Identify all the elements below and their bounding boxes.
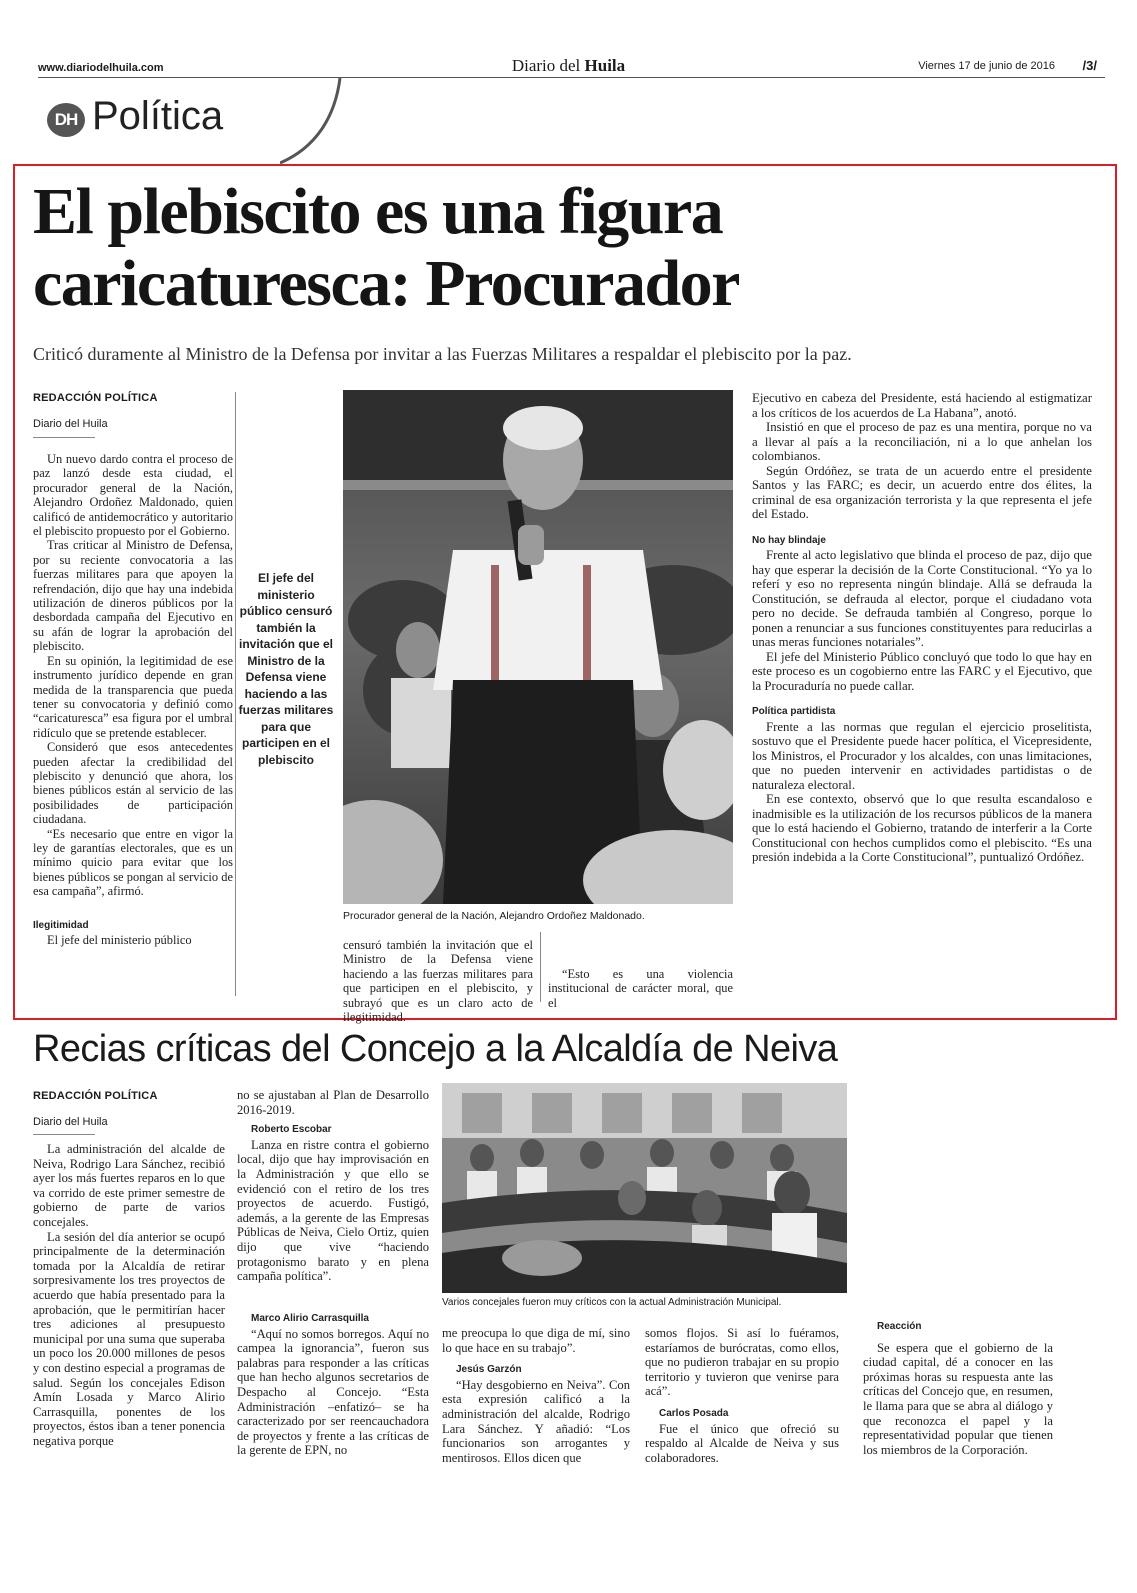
article1-byline: REDACCIÓN POLÍTICA [33, 392, 158, 404]
pull-quote: El jefe del ministerio público censuró también la invitación que el Ministro de la Defensa viene haciendo a las fuerzas militares para que participen en el plebiscito [238, 571, 334, 767]
paragraph: Ejecutivo en cabeza del Presidente, está haciendo al estigmatizar a los críticos de los acuerdos de La Habana”, anotó. [752, 391, 1092, 420]
paragraph: La administración del alcalde de Neiva, Rodrigo Lara Sánchez, recibió ayer los más fuertes reparos en lo que va corrido de este primer semestre de gobierno de parte de varios concejales. [33, 1142, 225, 1229]
subhead-politica-partidista: Política partidista [752, 706, 836, 717]
paragraph: Fue el único que ofreció su respaldo al Alcalde de Neiva y sus colaboradores. [645, 1421, 839, 1465]
column-divider [235, 392, 236, 996]
article1-dek: Criticó duramente al Ministro de la Defensa por invitar a las Fuerzas Militares a respaldar el plebiscito por la paz. [33, 344, 852, 364]
article1-headline: El plebiscito es una figura caricaturesca: Procurador [33, 175, 739, 320]
article1-credit: Diario del Huila [33, 418, 108, 430]
article1-under-right [548, 967, 733, 1010]
article2-byline: REDACCIÓN POLÍTICA [33, 1090, 158, 1102]
article2-credit: Diario del Huila [33, 1116, 108, 1128]
paragraph: Un nuevo dardo contra el proceso de paz lanzó desde esta ciudad, el procurador general de la Nación, Alejandro Ordoñez Maldonado, quien calificó de antidemocrático y autoritario el plebiscito propuesto por el Gobierno. [33, 452, 233, 539]
paragraph: Lanza en ristre contra el gobierno local, dijo que hay improvisación en la Administración y que ello se evidenció con el retiro de los tres proyectos de acuerdo. Fustigó, además, a la gerente de las Empresas Públicas de Neiva, Cielo Ortiz, quien dijo que vive “haciendo protagonismo barato y en plena campaña política”. [237, 1137, 429, 1284]
article2-headline: Recias críticas del Concejo a la Alcaldía de Neiva [33, 1028, 838, 1070]
subhead-roberto-escobar: Roberto Escobar [251, 1124, 332, 1136]
section-title: Política [92, 94, 224, 138]
paragraph: Tras criticar al Ministro de Defensa, por su reciente convocatoria a las fuerzas militares para que apoyen la refrendación, dijo que hay una indebida utilización de dineros públicos por la desbordada campaña del Ejecutivo en su afán de lograr la aprobación del plebiscito. [33, 538, 233, 654]
paragraph: En ese contexto, observó que lo que resulta escandaloso e inadmisible es la utilización de los recursos públicos de la manera que lo está haciendo el Gobierno, tratando de interferir a la Corte Constitucional con hechos cumplidos como el plebiscito. “Es una presión indebida a la Corte Constitucional”, puntualizó Ordóñez. [752, 792, 1092, 864]
subhead-carlos-posada: Carlos Posada [659, 1407, 729, 1419]
concejo-photo [442, 1083, 847, 1293]
article1-column-4 [752, 391, 1092, 865]
paragraph: “Es necesario que entre en vigor la ley de garantías electorales, que es un mínimo quicio para evitar que los bienes públicos se pongan al servicio de esa campaña”, afirmó. [33, 826, 233, 899]
swoosh-decoration [280, 78, 350, 168]
subhead-jesus-garzon: Jesús Garzón [456, 1364, 522, 1376]
subhead-ilegitimidad: Ilegitimidad [33, 919, 89, 931]
paragraph: no se ajustaban al Plan de Desarrollo 2016-2019. [237, 1088, 429, 1117]
paragraph: “Aquí no somos borregos. Aquí no campea la ignorancia”, fueron sus palabras para responder a las críticas que han hecho algunos secretarios de Despacho al Concejo. “Esta Administración –enfatizó– se ha caracterizado por ser reencauchadora de proyectos y frente a las críticas de la gerente de EPN, no [237, 1326, 429, 1458]
page-number: /3/ [1082, 58, 1097, 73]
paragraph: somos flojos. Si así lo fuéramos, estaríamos de burócratas, como ellos, que no pudieron trabajar en su propio territorio y tuvieron que venirse para acá”. [645, 1326, 839, 1399]
paragraph: Frente a las normas que regulan el ejercicio proselitista, sostuvo que el Presidente puede hacer política, el Vicepresidente, los Ministros, el Procurador y los alcaldes, con unas limitaciones, que no pueden intervenir en actividades partidistas o de naturaleza electoral. [752, 719, 1092, 792]
dh-logo: DH [47, 103, 85, 137]
paragraph: Consideró que esos antecedentes pueden afectar la credibilidad del plebiscito y denunció que ahora, los bienes públicos están al servicio de las posibilidades de participación ciudadana. [33, 740, 233, 827]
masthead-title-b: Huila [584, 56, 626, 75]
paragraph: “Hay desgobierno en Neiva”. Con esta expresión calificó a la administración del alcalde, Rodrigo Lara Sánchez. Y añadió: “Los funcionarios son arrogantes y mentirosos. Ellos dicen que [442, 1377, 630, 1465]
paragraph: Frente al acto legislativo que blinda el proceso de paz, dijo que hay que esperar la decisión de la Corte Constitucional. “Yo ya lo referí y eso no representa ningún blindaje. Allá se defrauda la Constitución, se defrauda al elector, porque el ciudadano vota pero no decide. Se defrauda también al Congreso, porque lo ponen a renunciar a sus funciones constituyentes para reducirlas a unas meras funciones notariales”. [752, 548, 1092, 649]
subhead-no-hay-blindaje: No hay blindaje [752, 534, 826, 546]
article1-column-1 [33, 452, 233, 947]
subhead-marco-alirio-carrasquilla: Marco Alirio Carrasquilla [251, 1313, 369, 1324]
masthead-url: www.diariodelhuila.com [38, 62, 164, 74]
paragraph: “Esto es una violencia institucional de carácter moral, que el [548, 967, 733, 1010]
procurador-photo [343, 390, 733, 904]
article2-column-2-top [237, 1088, 429, 1284]
article2-column-5 [863, 1320, 1053, 1457]
byline-rule [33, 1134, 95, 1135]
paragraph: El jefe del Ministerio Público concluyó que todo lo que hay en este proceso es un cogobierno entre las FARC y el Ejecutivo, que la Procuraduría no puede callar. [752, 649, 1092, 693]
subhead-reaccion: Reacción [877, 1321, 922, 1332]
article2-column-1 [33, 1142, 225, 1448]
paragraph: Se espera que el gobierno de la ciudad capital, dé a conocer en las próximas horas su respuesta ante las críticas del Concejo que, en resumen, le llama para que se abra al diálogo y que reconozca el papel y la representatividad popular que tienen los miembros de la Corporación. [863, 1340, 1053, 1457]
paragraph: El jefe del ministerio público [47, 933, 192, 947]
paragraph: Según Ordóñez, se trata de un acuerdo entre el presidente Santos y las FARC; es decir, un acuerdo entre dos élites, la criminal de esa organización terrorista y la que representa el jefe del Estado. [752, 463, 1092, 521]
paragraph: censuró también la invitación que el Ministro de la Defensa viene haciendo a las fuerzas militares para que participen en el plebiscito, y subrayó que es un claro acto de ilegitimidad. [343, 938, 533, 1025]
paragraph: La sesión del día anterior se ocupó principalmente de la determinación tomada por la Alcaldía de retirar sorpresivamente los tres proyectos de acuerdo que había presentado para la aprobación, que le permitirían hacer tres adiciones al presupuesto municipal por una suma que superaba un poco los 20.000 millones de pesos y con destino especial a programas de salud. Según los concejales Edison Amín Losada y Marco Alirio Carrasquilla, ponentes de los proyectos, éstos iban a tener ponencia negativa porque [33, 1229, 225, 1448]
photo2-caption: Varios concejales fueron muy críticos con la actual Administración Municipal. [442, 1297, 782, 1308]
byline-rule [33, 437, 95, 438]
column-divider [540, 932, 541, 1002]
paragraph: En su opinión, la legitimidad de ese instrumento jurídico depende en gran medida de la transparencia que pueda tener su convocatoria y definió como “caricaturesca” esa figura por el umbral ridículo que se pretende establecer. [33, 653, 233, 740]
paragraph: me preocupa lo que diga de mí, sino lo que hace en su trabajo”. [442, 1326, 630, 1355]
article2-column-2-bottom [237, 1312, 429, 1458]
masthead-rule [38, 77, 1105, 78]
article2-column-4 [645, 1326, 839, 1465]
photo1-caption: Procurador general de la Nación, Alejandro Ordoñez Maldonado. [343, 910, 645, 922]
article2-column-3 [442, 1326, 630, 1465]
masthead-date: Viernes 17 de junio de 2016 [918, 60, 1055, 72]
paragraph: Insistió en que el proceso de paz es una mentira, porque no va a llevar al país a la reconciliación, ni a lo que anhelan los colombianos. [752, 420, 1092, 463]
article1-under-left [343, 938, 533, 1024]
masthead-title-a: Diario del [511, 56, 585, 75]
